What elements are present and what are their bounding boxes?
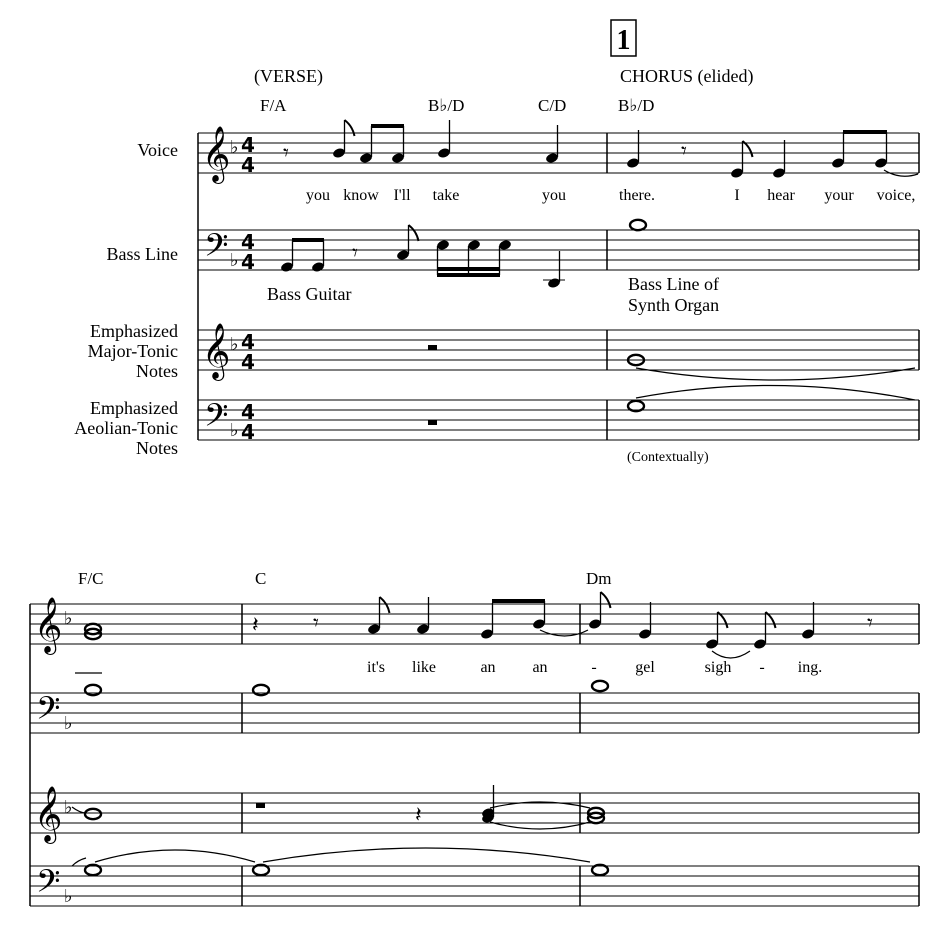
bass-clef-icon: 𝄢 bbox=[204, 397, 229, 441]
svg-text:an: an bbox=[480, 659, 496, 676]
svg-text:4: 4 bbox=[241, 420, 255, 444]
svg-text:𝄾: 𝄾 bbox=[283, 141, 289, 166]
barlines-system2 bbox=[30, 604, 919, 906]
svg-text:you: you bbox=[542, 187, 566, 204]
svg-text:like: like bbox=[412, 659, 436, 676]
svg-text:𝄽: 𝄽 bbox=[252, 613, 259, 638]
chord-symbol: Dm bbox=[586, 569, 612, 588]
contextually-note: (Contextually) bbox=[627, 450, 709, 465]
svg-text:4: 4 bbox=[241, 230, 255, 254]
svg-text:𝄾: 𝄾 bbox=[313, 611, 319, 636]
section-verse: (VERSE) bbox=[254, 66, 323, 86]
svg-text:I'll: I'll bbox=[393, 187, 411, 204]
chord-symbol: F/C bbox=[78, 569, 104, 588]
lyrics-system2 bbox=[367, 659, 822, 676]
flat-icon: ♭ bbox=[230, 137, 239, 158]
svg-text:4: 4 bbox=[241, 330, 255, 354]
svg-text:𝄾: 𝄾 bbox=[681, 139, 687, 164]
flat-icon: ♭ bbox=[64, 713, 73, 734]
bass-guitar-note: Bass Guitar bbox=[267, 284, 352, 304]
svg-text:you: you bbox=[306, 187, 330, 204]
svg-text:-: - bbox=[591, 659, 597, 676]
svg-text:take: take bbox=[432, 187, 460, 204]
chord-symbol: C/D bbox=[538, 96, 567, 115]
whole-rest-icon bbox=[428, 420, 437, 425]
treble-clef-icon: 𝄞 bbox=[202, 126, 231, 182]
staff-label-bass: Bass Line bbox=[106, 244, 178, 264]
aeolian-notes-system2 bbox=[72, 848, 608, 875]
staff-label-aeolian-1: Emphasized bbox=[90, 398, 178, 418]
rehearsal-mark: 1 bbox=[616, 25, 631, 56]
svg-text:voice,: voice, bbox=[876, 187, 916, 204]
voice-notes-system1 bbox=[283, 120, 918, 179]
flat-icon: ♭ bbox=[64, 797, 73, 818]
svg-text:sigh: sigh bbox=[704, 659, 732, 676]
svg-text:𝄽: 𝄽 bbox=[415, 803, 422, 828]
svg-text:ing.: ing. bbox=[797, 659, 823, 676]
staff-label-major-1: Emphasized bbox=[90, 321, 178, 341]
staff-label-voice: Voice bbox=[137, 140, 178, 160]
svg-text:an: an bbox=[532, 659, 548, 676]
svg-text:4: 4 bbox=[241, 350, 255, 374]
staff-label-major-3: Notes bbox=[136, 361, 178, 381]
treble-clef-icon: 𝄞 bbox=[202, 323, 231, 379]
treble-clef-icon: 𝄞 bbox=[34, 597, 63, 653]
chord-symbol: F/A bbox=[260, 96, 287, 115]
svg-text:𝄾: 𝄾 bbox=[867, 611, 873, 636]
flat-icon: ♭ bbox=[230, 250, 239, 271]
synth-organ-note-1: Bass Line of bbox=[628, 274, 719, 294]
svg-text:know: know bbox=[343, 187, 379, 204]
flat-icon: ♭ bbox=[230, 334, 239, 355]
svg-text:4: 4 bbox=[241, 133, 255, 157]
bass-clef-icon: 𝄢 bbox=[36, 690, 61, 734]
flat-icon: ♭ bbox=[64, 886, 73, 907]
major-notes-system2 bbox=[72, 785, 604, 829]
time-signatures bbox=[241, 133, 255, 444]
bass-clef-icon: 𝄢 bbox=[204, 227, 229, 271]
svg-text:4: 4 bbox=[241, 153, 255, 177]
whole-rest-icon bbox=[428, 345, 437, 350]
staff-label-major-2: Major-Tonic bbox=[87, 341, 178, 361]
flat-icon: ♭ bbox=[64, 608, 73, 629]
lyrics-system1 bbox=[306, 187, 915, 204]
svg-text:-: - bbox=[759, 659, 765, 676]
svg-text:4: 4 bbox=[241, 400, 255, 424]
staff-label-aeolian-3: Notes bbox=[136, 438, 178, 458]
section-chorus: CHORUS (elided) bbox=[620, 66, 754, 86]
svg-text:it's: it's bbox=[367, 659, 385, 676]
svg-text:𝄾: 𝄾 bbox=[352, 241, 358, 266]
bass-clef-icon: 𝄢 bbox=[36, 863, 61, 907]
tie bbox=[636, 385, 915, 400]
staff-label-aeolian-2: Aeolian-Tonic bbox=[74, 418, 178, 438]
svg-text:hear: hear bbox=[767, 187, 795, 204]
chord-symbol: B♭/D bbox=[618, 96, 655, 115]
flat-icon: ♭ bbox=[230, 420, 239, 441]
svg-text:4: 4 bbox=[241, 250, 255, 274]
svg-text:your: your bbox=[824, 187, 854, 204]
chord-symbol: B♭/D bbox=[428, 96, 465, 115]
staff-lines-system2 bbox=[30, 604, 919, 906]
synth-organ-note-2: Synth Organ bbox=[628, 295, 720, 315]
treble-clef-icon: 𝄞 bbox=[34, 786, 63, 842]
svg-text:I: I bbox=[734, 187, 740, 204]
svg-text:gel: gel bbox=[635, 659, 655, 676]
svg-text:there.: there. bbox=[619, 187, 655, 204]
chord-symbol: C bbox=[255, 569, 267, 588]
